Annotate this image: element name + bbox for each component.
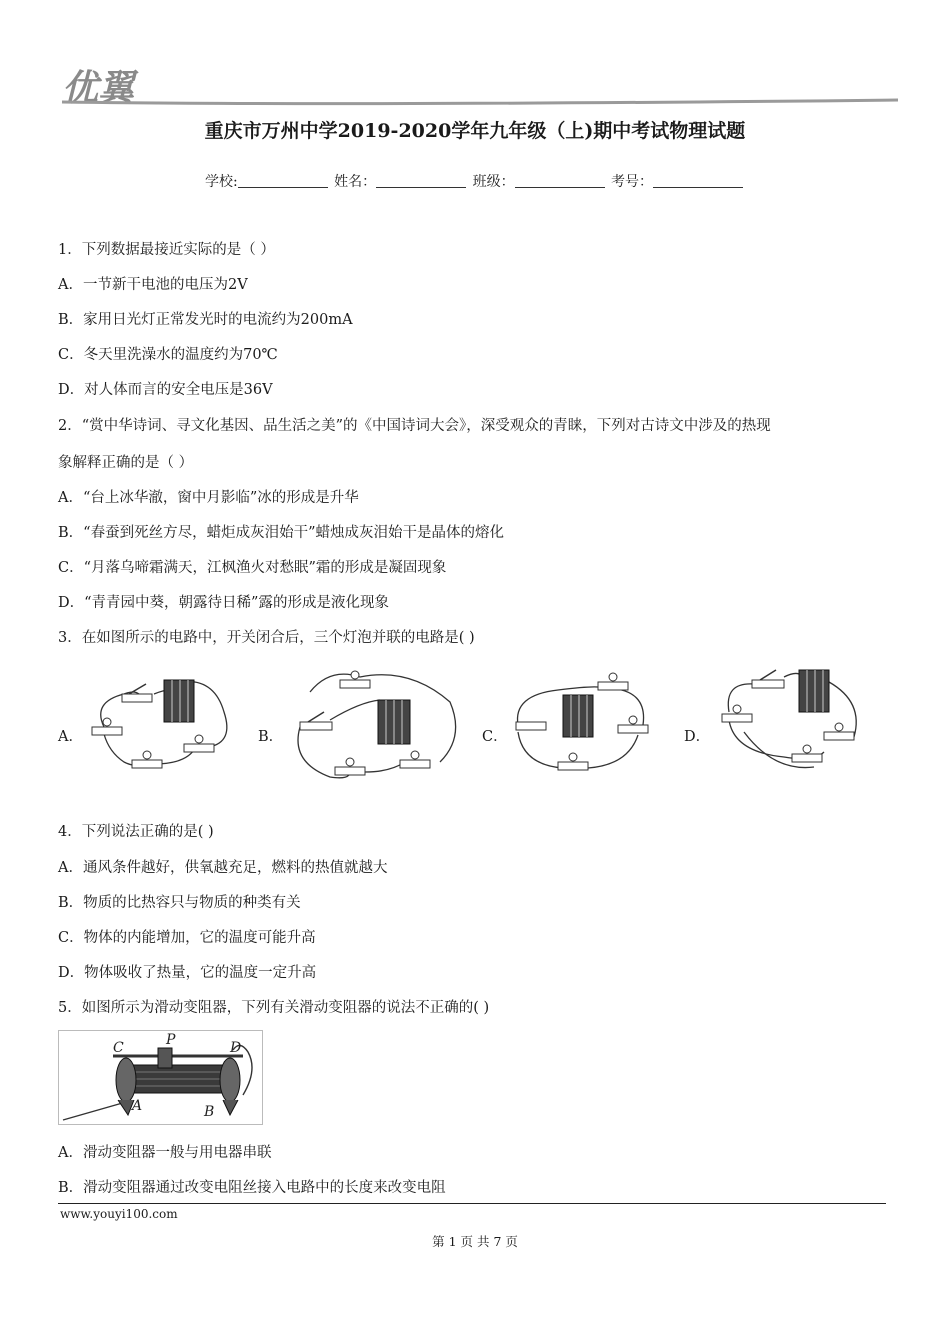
q2-stem-line2: 象解释正确的是（ ） bbox=[58, 455, 194, 471]
q1-option-a: A．一节新干电池的电压为2V bbox=[58, 277, 248, 293]
q3-label-a: A． bbox=[58, 729, 83, 745]
q4-option-a: A．通风条件越好，供氧越充足，燃料的热值就越大 bbox=[58, 860, 388, 876]
q5-option-a: A．滑动变阻器一般与用电器串联 bbox=[58, 1145, 272, 1161]
circuit-diagram-d bbox=[714, 662, 874, 782]
number-blank bbox=[653, 173, 743, 188]
q1-option-b: B．家用日光灯正常发光时的电流约为200mA bbox=[58, 312, 353, 328]
number-label: 考号： bbox=[611, 174, 654, 190]
q4-stem: 4．下列说法正确的是( ) bbox=[58, 824, 214, 840]
school-label: 学校: bbox=[204, 174, 238, 190]
circuit-diagram-a bbox=[84, 672, 254, 782]
circuit-diagram-b bbox=[290, 662, 470, 787]
class-blank bbox=[515, 173, 605, 188]
q1-option-c: C．冬天里洗澡水的温度约为70℃ bbox=[58, 347, 278, 363]
header-logo bbox=[60, 62, 900, 108]
school-blank bbox=[238, 173, 328, 188]
q2-option-b: B．“春蚕到死丝方尽，蜡炬成灰泪始干”蜡烛成灰泪始干是晶体的熔化 bbox=[58, 525, 504, 541]
rheostat-label-c: C bbox=[113, 1040, 124, 1056]
footer-divider bbox=[58, 1203, 886, 1204]
q3-label-c: C． bbox=[482, 729, 508, 745]
q5-option-b: B．滑动变阻器通过改变电阻丝接入电路中的长度来改变电阻 bbox=[58, 1180, 446, 1196]
q3-label-b: B． bbox=[258, 729, 284, 745]
rheostat-label-b: B bbox=[204, 1104, 215, 1120]
q3-label-d: D． bbox=[684, 729, 711, 745]
q1-option-d: D．对人体而言的安全电压是36V bbox=[58, 382, 273, 398]
page-number: 第 1 页 共 7 页 bbox=[432, 1234, 518, 1249]
q2-option-a: A．“台上冰华澈，窗中月影临”冰的形成是升华 bbox=[58, 490, 359, 506]
name-blank bbox=[376, 173, 466, 188]
name-label: 姓名： bbox=[334, 174, 377, 190]
circuit-diagram-c bbox=[508, 670, 658, 780]
footer-url: www.youyi100.com bbox=[60, 1207, 178, 1221]
q5-stem: 5．如图所示为滑动变阻器，下列有关滑动变阻器的说法不正确的( ) bbox=[58, 1000, 490, 1016]
q4-option-b: B．物质的比热容只与物质的种类有关 bbox=[58, 895, 301, 911]
page-title: 重庆市万州中学2019-2020学年九年级（上)期中考试物理试题 bbox=[204, 120, 746, 142]
rheostat-label-p: P bbox=[166, 1032, 176, 1048]
class-label: 班级： bbox=[472, 174, 515, 190]
q1-stem: 1．下列数据最接近实际的是（ ） bbox=[58, 242, 275, 258]
rheostat-label-a: A bbox=[132, 1098, 143, 1114]
rheostat-label-d: D bbox=[230, 1040, 242, 1056]
student-info-line bbox=[0, 171, 950, 191]
q2-stem-line1: 2．“赏中华诗词、寻文化基因、品生活之美”的《中国诗词大会》，深受观众的青睐，下列对古诗文中涉及的热现 bbox=[58, 418, 771, 434]
q4-option-d: D．物体吸收了热量，它的温度一定升高 bbox=[58, 965, 317, 981]
logo-text: 优翼 bbox=[62, 68, 135, 108]
q2-option-c: C．“月落乌啼霜满天，江枫渔火对愁眠”霜的形成是凝固现象 bbox=[58, 560, 447, 576]
q4-option-c: C．物体的内能增加，它的温度可能升高 bbox=[58, 930, 316, 946]
rheostat-figure bbox=[58, 1030, 263, 1125]
q3-stem: 3．在如图所示的电路中，开关闭合后，三个灯泡并联的电路是( ) bbox=[58, 630, 475, 646]
q2-option-d: D．“青青园中葵，朝露待日稀”露的形成是液化现象 bbox=[58, 595, 389, 611]
